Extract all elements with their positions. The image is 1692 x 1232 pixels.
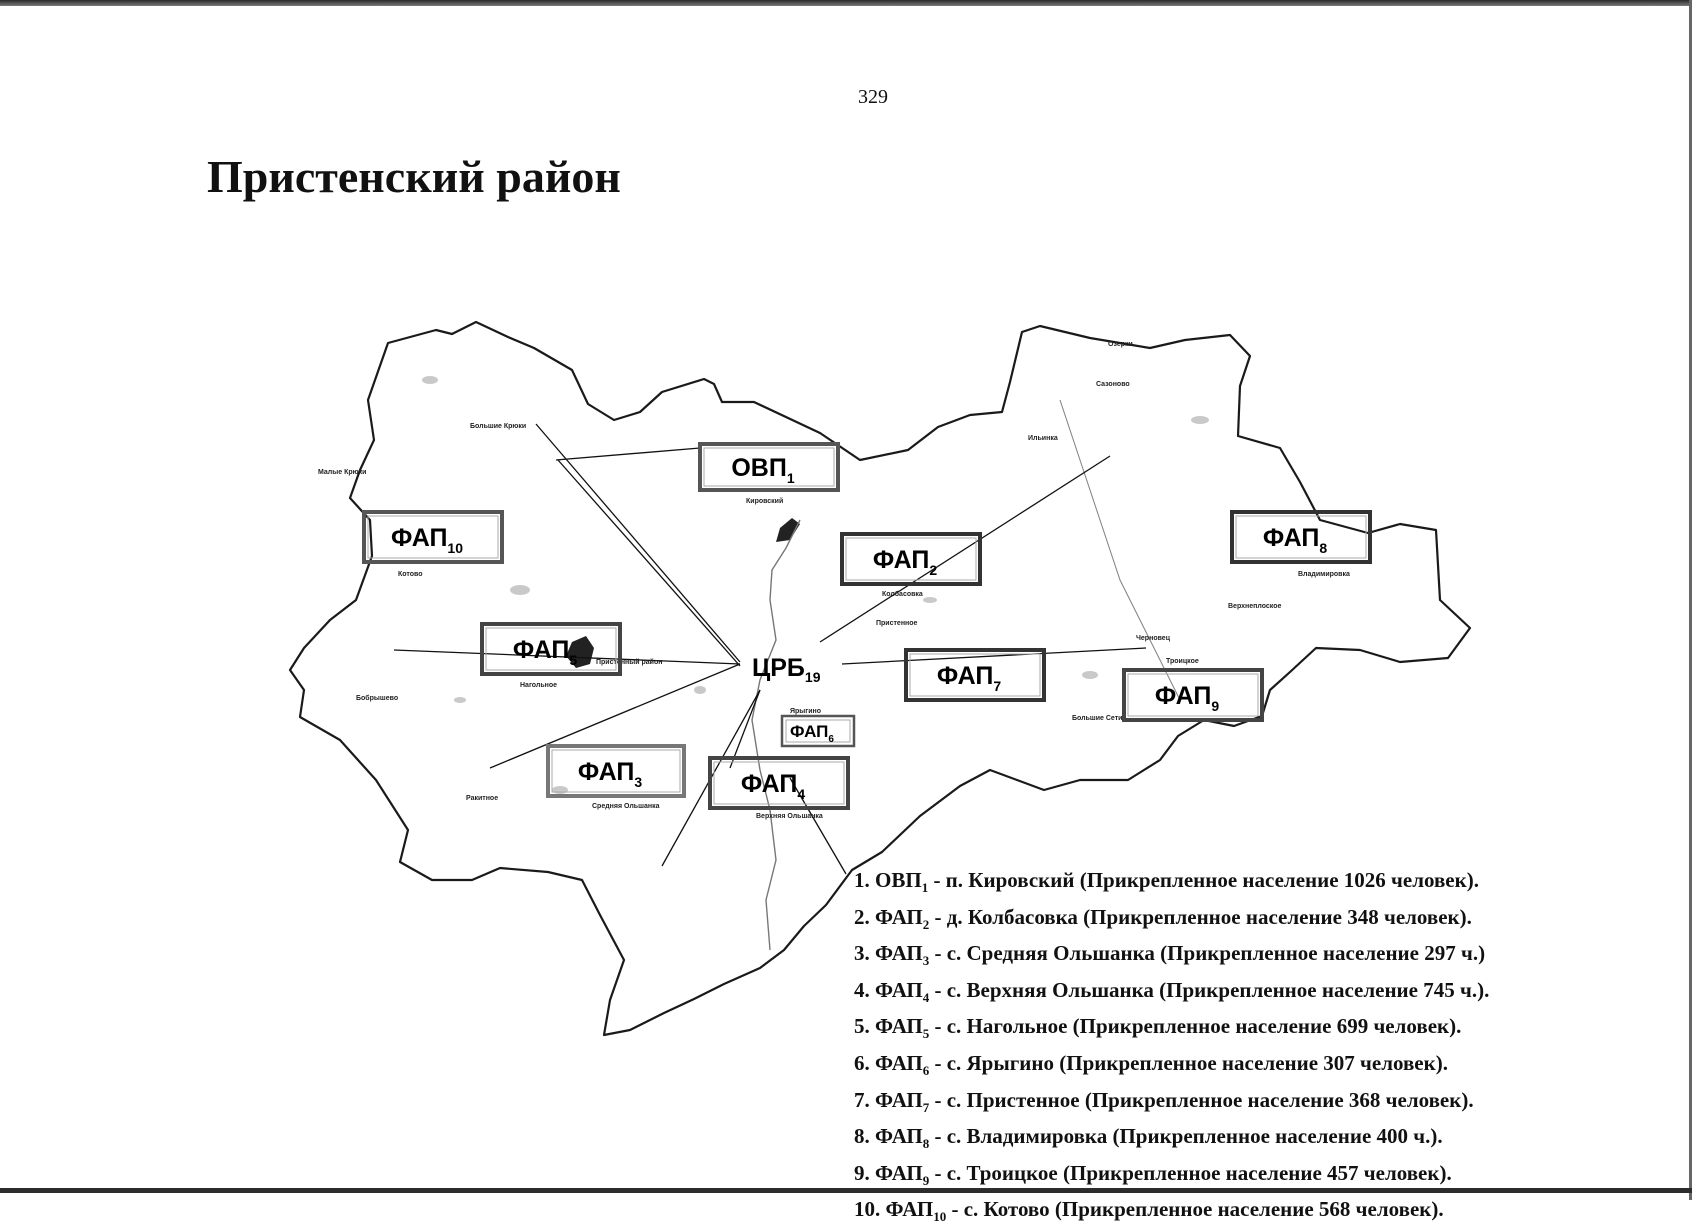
page-title: Пристенский район xyxy=(207,151,621,202)
facility-box-8 xyxy=(1232,512,1370,562)
place-label: Нагольное xyxy=(520,682,558,689)
facility-box-5 xyxy=(482,624,620,674)
facility-legend xyxy=(854,866,1489,1232)
legend-item-text: - д. Колбасовка (Прикрепленное население 348 человек). xyxy=(929,904,1472,929)
legend-item-number: 3. xyxy=(854,941,875,966)
place-label: Ярыгино xyxy=(790,708,822,715)
place-label: Озерки xyxy=(1108,341,1133,348)
legend-item-type: ФАП xyxy=(875,904,923,929)
place-label: Котово xyxy=(398,571,423,578)
facility-box-label: $ФАП_3$ xyxy=(577,758,643,790)
line-to-fap3 xyxy=(490,664,740,768)
legend-item xyxy=(854,1049,1489,1086)
legend-item-number: 9. xyxy=(854,1160,875,1185)
legend-item-type: ФАП xyxy=(875,1160,923,1185)
facility-box-label: $ФАП_8$ xyxy=(1262,524,1328,556)
legend-item-sub: 3 xyxy=(922,953,930,969)
legend-item-type: ФАП xyxy=(875,977,923,1002)
legend-item-text: - п. Кировский (Прикрепленное население 1026 человек). xyxy=(928,868,1479,892)
place-label: Сазоново xyxy=(1096,381,1130,388)
legend-item-number: 4. xyxy=(854,977,875,1002)
legend-item-text: - с. Владимировка (Прикрепленное население 400 ч.). xyxy=(929,1124,1443,1149)
legend-item-type: ОВП xyxy=(875,868,922,892)
legend-item xyxy=(854,1195,1489,1232)
legend-item-number: 5. xyxy=(854,1014,875,1039)
place-label: Средняя Ольшанка xyxy=(592,803,660,810)
place-label: Черновец xyxy=(1136,635,1170,642)
legend-item xyxy=(854,1012,1489,1049)
place-label: Ракитное xyxy=(466,795,499,802)
facility-box-label: $ФАП_7$ xyxy=(936,662,1002,694)
crb-label: $ЦРБ_{19}$ xyxy=(752,654,821,685)
legend-item-sub: 6 xyxy=(922,1063,930,1079)
place-label: Кировский xyxy=(746,498,784,505)
place-label: Владимировка xyxy=(1298,571,1350,578)
line-to-fap2 xyxy=(820,456,1110,642)
legend-item-number: 8. xyxy=(854,1124,875,1149)
legend-item-sub: 4 xyxy=(922,989,930,1005)
page-number: 329 xyxy=(858,86,888,108)
legend-item-text: - с. Троицкое (Прикрепленное население 457 человек). xyxy=(929,1160,1452,1185)
legend-item-number: 7. xyxy=(854,1087,875,1112)
legend-item-type: ФАП xyxy=(875,1014,923,1039)
legend-item xyxy=(854,903,1489,940)
legend-item-type: ФАП xyxy=(875,1087,923,1112)
facility-box-label: $ФАП_9$ xyxy=(1154,682,1220,714)
legend-item-text: - с. Ярыгино (Прикрепленное население 307 человек). xyxy=(929,1050,1448,1075)
legend-item-number: 1. xyxy=(854,868,875,892)
legend-item xyxy=(854,1122,1489,1159)
place-label: Ильинка xyxy=(1028,435,1058,442)
line-to-ovp1 xyxy=(556,448,700,460)
legend-item-sub: 9 xyxy=(922,1172,930,1188)
legend-item-text: - с. Пристенное (Прикрепленное население 368 человек). xyxy=(929,1087,1474,1112)
facility-box-10 xyxy=(364,512,502,562)
legend-item-sub: 2 xyxy=(922,916,930,932)
facility-box-1 xyxy=(700,444,838,490)
legend-item-sub: 7 xyxy=(922,1099,930,1115)
lake xyxy=(776,518,800,542)
legend-item-number: 2. xyxy=(854,904,875,929)
place-label: Малые Крюки xyxy=(318,469,367,476)
facility-box-label: $ФАП_2$ xyxy=(872,546,938,578)
legend-item-type: ФАП xyxy=(885,1197,934,1222)
place-label: Верхняя Ольшанка xyxy=(756,813,823,820)
place-label: Бобрышево xyxy=(356,695,399,702)
place-label: Пристенный район xyxy=(596,659,663,666)
facility-box-6 xyxy=(782,716,854,746)
legend-item-text: - с. Котово (Прикрепленное население 568 человек). xyxy=(946,1197,1444,1222)
facility-box-9 xyxy=(1124,670,1262,720)
facility-box-label: $ФАП_4$ xyxy=(740,770,806,802)
legend-item-number: 10. xyxy=(854,1197,886,1222)
legend-item-type: ФАП xyxy=(875,941,923,966)
facility-box-3 xyxy=(548,746,684,796)
facility-box-label: $ФАП_6$ xyxy=(790,722,834,746)
legend-item xyxy=(854,976,1489,1013)
legend-item-text: - с. Нагольное (Прикрепленное население 699 человек). xyxy=(929,1014,1462,1039)
legend-item-number: 6. xyxy=(854,1050,875,1075)
legend-item xyxy=(854,1159,1489,1196)
legend-item-type: ФАП xyxy=(875,1050,923,1075)
facility-box-label: $ФАП_5$ xyxy=(512,636,578,668)
facility-box-2 xyxy=(842,534,980,584)
place-label: Пристенное xyxy=(876,620,918,627)
river-secondary xyxy=(1060,400,1180,700)
legend-item-sub: 10 xyxy=(933,1209,947,1225)
legend-item xyxy=(854,939,1489,976)
place-label: Большие Сети xyxy=(1072,715,1123,722)
facility-box-label: $ФАП_{10}$ xyxy=(391,524,463,556)
legend-item-sub: 5 xyxy=(922,1026,930,1042)
place-label: Верхнеплоское xyxy=(1228,603,1282,610)
legend-item-text: - с. Средняя Ольшанка (Прикрепленное население 297 ч.) xyxy=(929,941,1486,966)
legend-item-text: - с. Верхняя Ольшанка (Прикрепленное население 745 ч.). xyxy=(929,977,1490,1002)
legend-item xyxy=(854,866,1489,903)
legend-item xyxy=(854,1086,1489,1123)
legend-item-sub: 1 xyxy=(921,880,929,896)
place-label: Троицкое xyxy=(1166,658,1199,665)
place-label: Колбасовка xyxy=(882,591,923,598)
place-label: Большие Крюки xyxy=(470,423,527,430)
facility-box-label: $ОВП_1$ xyxy=(731,454,795,486)
legend-item-sub: 8 xyxy=(922,1136,930,1152)
legend-item-type: ФАП xyxy=(875,1124,923,1149)
